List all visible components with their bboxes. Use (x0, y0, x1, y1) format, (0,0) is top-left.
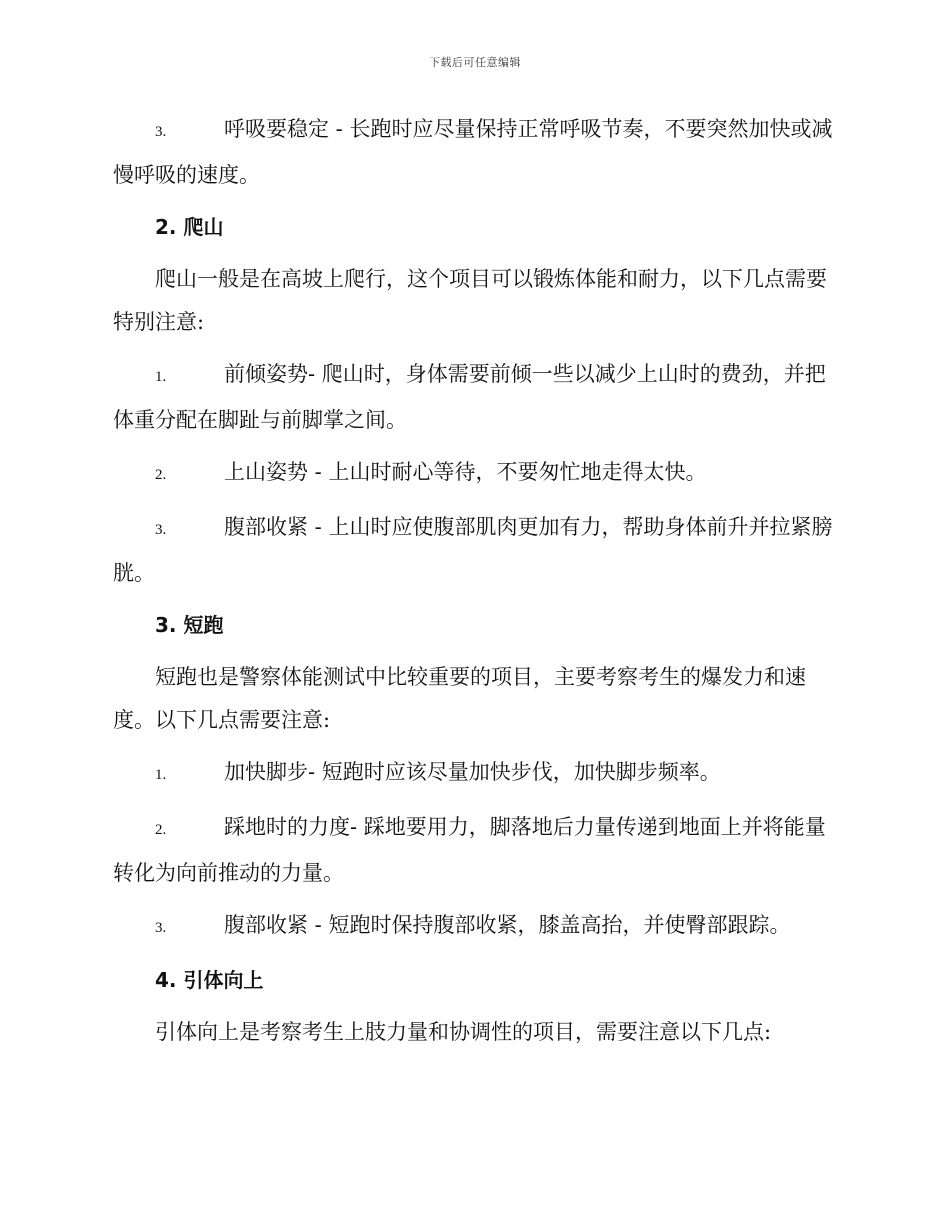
list-text: 踩地时的力度- 踩地要用力，脚落地后力量传递到地面上并将能量转化为向前推动的力量。 (113, 815, 826, 885)
list-item (113, 451, 833, 497)
section-heading: 4. 引体向上 (155, 968, 264, 992)
document-body (113, 108, 833, 1063)
list-text: 加快脚步- 短跑时应该尽量加快步伐，加快脚步频率。 (224, 760, 721, 784)
list-number: 2. (155, 467, 167, 483)
list-number: 3. (155, 124, 167, 140)
list-number: 2. (155, 822, 167, 838)
list-number: 1. (155, 369, 167, 385)
paragraph: 短跑也是警察体能测试中比较重要的项目，主要考察考生的爆发力和速度。以下几点需要注意: (113, 665, 806, 732)
list-item (113, 108, 833, 197)
section-heading: 3. 短跑 (155, 613, 224, 637)
list-text: 腹部收紧 - 短跑时保持腹部收紧，膝盖高抬，并使臀部跟踪。 (224, 913, 791, 937)
list-text: 呼吸要稳定 - 长跑时应尽量保持正常呼吸节奏，不要突然加快或减慢呼吸的速度。 (113, 117, 833, 187)
list-item (113, 806, 833, 895)
list-item (113, 751, 833, 797)
list-item (113, 353, 833, 442)
section-heading: 2. 爬山 (155, 215, 224, 239)
list-text: 前倾姿势- 爬山时，身体需要前倾一些以减少上山时的费劲，并把体重分配在脚趾与前脚掌之间。 (113, 362, 826, 432)
list-number: 3. (155, 920, 167, 936)
list-item (113, 904, 833, 950)
list-text: 腹部收紧 - 上山时应使腹部肌肉更加有力，帮助身体前升并拉紧膀胱。 (113, 515, 833, 585)
paragraph: 引体向上是考察考生上肢力量和协调性的项目，需要注意以下几点: (155, 1020, 772, 1044)
list-text: 上山姿势 - 上山时耐心等待，不要匆忙地走得太快。 (224, 460, 707, 484)
list-number: 1. (155, 767, 167, 783)
list-item (113, 506, 833, 595)
paragraph: 爬山一般是在高坡上爬行，这个项目可以锻炼体能和耐力，以下几点需要特别注意: (113, 267, 827, 334)
page-header: 下载后可任意编辑 (429, 56, 521, 69)
list-number: 3. (155, 522, 167, 538)
